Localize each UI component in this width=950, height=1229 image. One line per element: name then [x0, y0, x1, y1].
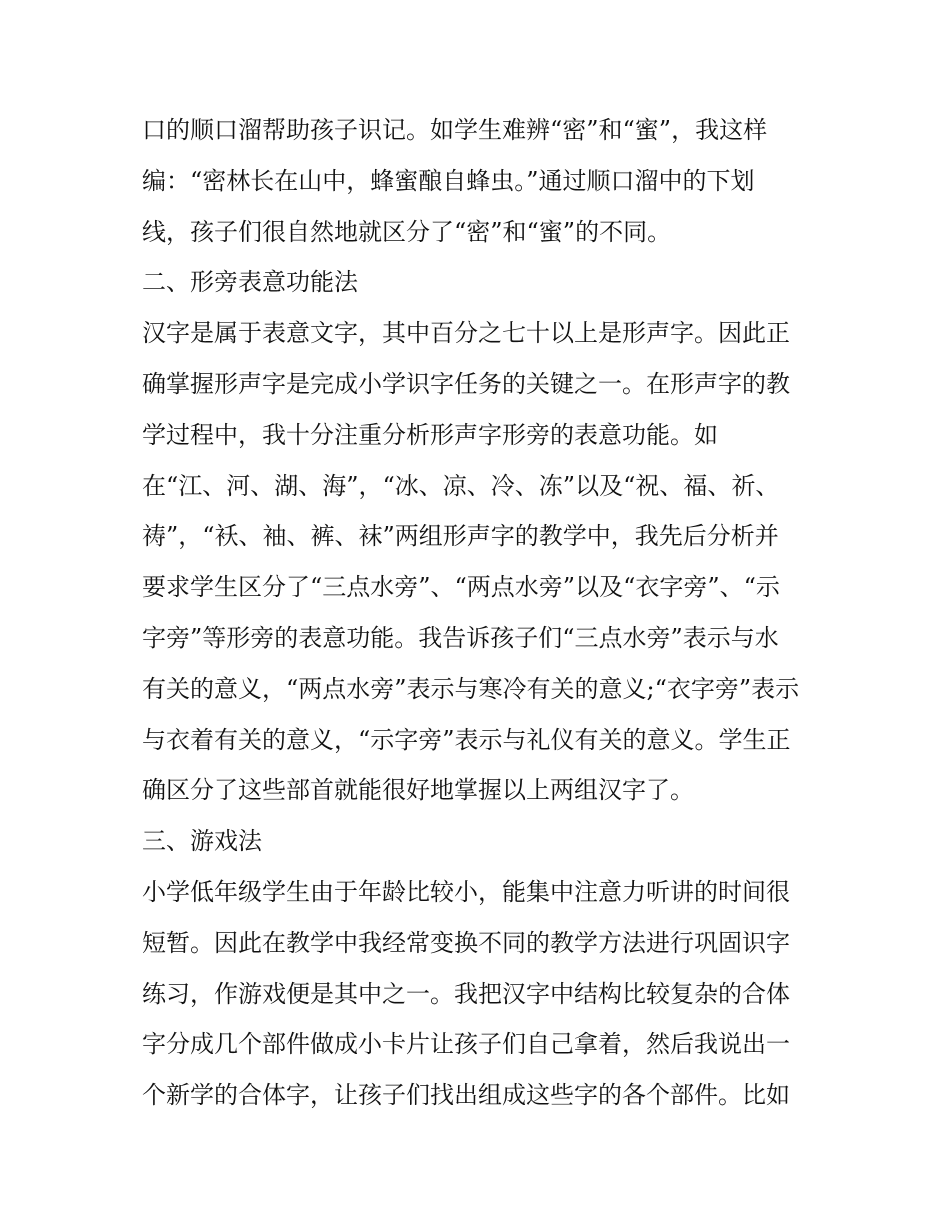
text-line-9: 祷”，“袄、袖、裤、袜”两组形声字的教学中，我先后分析并: [142, 522, 779, 551]
text-line-17: 短暂。因此在教学中我经常变换不同的教学方法进行巩固识字: [142, 928, 790, 957]
text-line-19: 字分成几个部件做成小卡片让孩子们自己拿着，然后我说出一: [142, 1030, 790, 1059]
section-heading-2: 二、形旁表意功能法: [142, 268, 358, 297]
text-line-13: 与衣着有关的意义，“示字旁”表示与礼仪有关的意义。学生正: [142, 725, 791, 754]
text-line-2: 编：“密林长在山中，蜂蜜酿自蜂虫。”通过顺口溜中的下划: [142, 166, 755, 195]
text-line-6: 确掌握形声字是完成小学识字任务的关键之一。在形声字的教: [142, 369, 790, 398]
text-line-8: 在“江、河、湖、海”，“冰、凉、冷、冻”以及“祝、福、祈、: [142, 471, 780, 500]
text-line-14: 确区分了这些部首就能很好地掌握以上两组汉字了。: [142, 776, 694, 805]
text-line-5: 汉字是属于表意文字，其中百分之七十以上是形声字。因此正: [142, 319, 790, 348]
text-line-1: 口的顺口溜帮助孩子识记。如学生难辨“密”和“蜜”，我这样: [142, 116, 768, 144]
section-heading-3: 三、游戏法: [142, 827, 262, 856]
text-line-12: 有关的意义，“两点水旁”表示与寒冷有关的意义;“衣字旁”表示: [142, 674, 800, 703]
text-line-16: 小学低年级学生由于年龄比较小，能集中注意力听讲的时间很: [142, 877, 790, 906]
text-line-20: 个新学的合体字，让孩子们找出组成这些字的各个部件。比如: [142, 1081, 790, 1110]
text-line-11: 字旁”等形旁的表意功能。我告诉孩子们“三点水旁”表示与水: [142, 623, 779, 652]
body-text: [142, 105, 822, 1121]
text-line-7: 学过程中，我十分注重分析形声字形旁的表意功能。如: [142, 420, 718, 449]
text-line-18: 练习，作游戏便是其中之一。我把汉字中结构比较复杂的合体: [142, 979, 790, 1008]
text-line-3: 线，孩子们很自然地就区分了“密”和“蜜”的不同。: [142, 217, 672, 246]
text-line-10: 要求学生区分了“三点水旁”、“两点水旁”以及“衣字旁”、“示: [142, 573, 780, 602]
